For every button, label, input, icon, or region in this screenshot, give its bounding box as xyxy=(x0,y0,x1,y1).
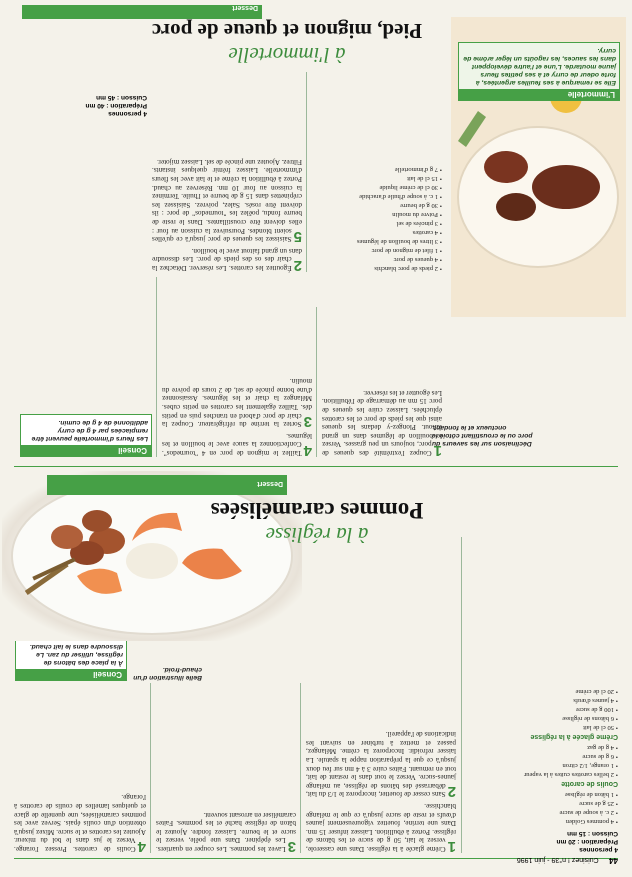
recipe2-ingredient-item: • 1 c. à soupe d'huile d'arachide xyxy=(312,192,442,200)
recipe2-ingredient-item: • 1 filet de mignon de porc xyxy=(312,246,442,254)
recipe2-ingredient-item: • 4 carottes xyxy=(312,228,442,236)
recipe2-meta xyxy=(17,93,147,117)
recipe1-steps-col1 xyxy=(306,683,456,853)
immortelle-head: L'immortelle xyxy=(459,89,619,100)
recipe2-steps-col2 xyxy=(152,72,302,272)
recipe1-ingredient-item: • 4 pommes Golden xyxy=(468,817,618,825)
recipe1-persons: 4 personnes xyxy=(579,846,618,853)
recipe1-category: Dessert xyxy=(257,480,283,487)
recipe2-category: Dessert xyxy=(232,4,258,11)
recipe1-step-1: 1 Crème glacée à la réglisse. Dans une casserole, versez le lait, 50 g de sucre et les bâtons de réglisse. Portez à ébullition. Laissez infuser 15 mn. Dans une terrine, fouettez vigoureusement jaunes d'œufs et reste de sucre jusqu'à ce que le mélange blanchisse. xyxy=(306,802,456,855)
recipe1-coulis-ingredient-item: • 4 g de gaz xyxy=(468,743,618,751)
recipe1-steps-col2 xyxy=(156,683,296,853)
immortelle-text: Elle se remarque à ses feuilles argentées, à forte odeur de curry et à ses petites fleurs jaune moutarde. L'une et l'autre développent dans les sauces, les ragoûts un léger arôme de curry. xyxy=(463,47,616,86)
recipe2-title-block xyxy=(137,18,437,67)
recipe2-ingredient-item: • 4 queues de porc xyxy=(312,255,442,263)
recipe2-conseil-head: Conseil xyxy=(21,445,151,456)
recipe2-conseil-box xyxy=(20,414,152,457)
recipe1-title-block xyxy=(182,498,452,547)
recipe2-step-4: 4 Taillez le mignon de porc en 4 "tournedos". Confectionnez la sauce avec le bouillon et les légumes. xyxy=(162,431,312,459)
recipe1-subtitle: à la réglisse xyxy=(265,523,369,547)
recipe1-step-3: 3 Lavez les pommes. Les couper en quartiers. Les épépiner. Dans une poêle, versez le sucre et le beurre. Laissez fondre. Ajoutez le bâton de réglisse haché et les pommes. Faites caraméliser en arrosant souvent. xyxy=(156,810,296,855)
recipe2-title: Pied, mignon et queue de porc xyxy=(151,19,423,43)
recipe2-ingredients-column xyxy=(312,72,442,272)
recipe2-steps-col0 xyxy=(322,307,442,457)
recipe1-creme-ingredient-item: • 6 bâtons de réglisse xyxy=(468,714,618,722)
recipe1-conseil-box xyxy=(15,638,127,681)
page-header xyxy=(14,858,618,871)
magazine-issue: Cuisinez ! n°39 - juin 1996 xyxy=(516,856,599,863)
recipe2-ingredient-item: • 3 litres de bouillon de légumes xyxy=(312,237,442,245)
recipe1-step-2: 2 Sans cesser de fouetter, incorporez le 1/3 du lait, débarrassé des bâtons de réglisse, au mélange jaunes-sucre. Versez le tout dans le restant de lait, tout en remuant. Faites cuire 3 à 4 mn sur feu doux jusqu'à ce que la préparation nappe la spatule. La laisser refroidir. Incorporez la crème. Mélangez, passez et mettez à turbiner en suivant les indications de l'appareil. xyxy=(306,730,456,801)
recipe1-creme-ingredient-item: • 20 cl de crème xyxy=(468,687,618,695)
recipe2-category-bar xyxy=(22,5,262,19)
dessert-plate-illustration xyxy=(2,471,302,641)
recipe1-photo xyxy=(2,471,302,641)
recipe1-conseil-head: Conseil xyxy=(16,669,126,680)
recipe2-steps-col1 xyxy=(162,277,312,457)
recipe1-creme-ingredient-item: • 4 jaunes d'œufs xyxy=(468,696,618,704)
recipe1-title: Pommes caramélisées xyxy=(210,498,424,523)
recipe1-ingredient-list xyxy=(468,790,618,825)
recipe2-prep: Préparation : 40 mn xyxy=(85,102,147,109)
recipe2-conseil-text: Les fleurs d'immortelle peuvent être remplacées par 4 g de curry additionné de 4 g de cumin. xyxy=(31,419,148,442)
recipe1-steps-col3 xyxy=(14,683,146,853)
immortelle-box xyxy=(458,42,620,101)
recipe1-ingredients-column xyxy=(468,533,618,853)
recipe2-ingredient-item: • 30 cl de crème liquide xyxy=(312,183,442,191)
recipe1-prep: Préparation : 20 mn xyxy=(556,838,618,845)
recipe1-conseil-text: À la place des bâtons de réglisse, utiliser du zan. Le dissoudre dans le lait chaud. xyxy=(29,643,123,666)
recipe1-ingredient-item: • 2 c. à soupe de sucre xyxy=(468,808,618,816)
recipe1-coulis-ingredient-item: • 6 g de sucre xyxy=(468,752,618,760)
recipe2-subtitle: à l'immortelle xyxy=(228,43,346,67)
recipe1-category-bar xyxy=(47,475,287,495)
recipe2-ingredient-item: • 7 g d'immortelle xyxy=(312,165,442,173)
recipe1-ingredient-item: • 1 bâton de réglisse xyxy=(468,790,618,798)
recipe1-photo-caption: Belle illustration d'un chaud-froid. xyxy=(133,666,202,681)
recipe1-coulis-ingredient-item: • 1 orange, 1/2 citron xyxy=(468,761,618,769)
recipe1-coulis-ingredient-item: • 2 belles carottes cuites à la vapeur xyxy=(468,770,618,778)
recipe2-persons: 4 personnes xyxy=(108,110,147,117)
recipe2-step-3: 3 Sortez la terrine du réfrigérateur. Coupez la chair de porc d'abord en tranches puis en petits dés. Taillez également les carottes en petits cubes. Mélangez la chair et les légumes. Assaisonnez d'une bonne pincée de sel, de 2 tours de poivre du moulin. xyxy=(162,377,312,431)
recipe2-photo-caption: Déclinaison sur les saveurs du porc ou le croustillant côtoie le onctueux et le fondant. xyxy=(432,424,533,447)
recipe2-ingredient-list xyxy=(312,165,442,272)
recipe2-ingredient-item: • 15 cl de lait xyxy=(312,174,442,182)
recipe1-cook: Cuisson : 15 mn xyxy=(567,830,618,837)
recipe1-creme-list xyxy=(468,687,618,731)
recipe2-ingredient-item: • 2 pieds de porc blanchis xyxy=(312,264,442,272)
page-number: 44 xyxy=(609,856,618,865)
recipe2-step-2: 2 Égouttez les carottes. Les réserver. Détachez la chair des os des pieds de porc. Les dissoudre dans un grand faitout avec le bouillon. xyxy=(152,246,302,274)
recipe2-ingredient-item: • 30 g de beurre xyxy=(312,201,442,209)
recipe2-step-5: 5 Saisissez les queues de porc jusqu'à ce qu'elles soient blondes. Poursuivez la cuisson au four : elles doivent être croustillantes. Dans le reste de beurre fondu, poêlez les "tournedos" de porc : ils doivent être rosés. Salez, poivrez. Saisissez les crépinettes dans 15 g de beurre et l'huile. Terminez la cuisson au four 10 mn. Réservez au chaud. Portez à ébullition la crème et le lait avec les fleurs d'immortelle. Laissez frémir quelques instants. Filtrez. Ajoutez une pincée de sel. Laissez mijoter. xyxy=(152,157,302,246)
recipe1-section-coulis: Coulis de carotte xyxy=(561,780,618,787)
recipe2-ingredient-item: • 3 pincées de sel xyxy=(312,219,442,227)
recipe1-section-creme: Crème glacée à la réglisse xyxy=(530,733,618,740)
recipe2-step-1: 1 Coupez l'extrémité des queues de porc, toujours un peu grasses. Versez le bouillon de légumes dans un grand faitout. Plongez-y dedans les queues ainsi que les pieds de porc et les carottes épluchées. Laissez cuire les queues de porc 15 mn au démarrage de l'ébullition. Les égoutter et les réserver. xyxy=(322,388,442,459)
recipe1-creme-ingredient-item: • 100 g de sucre xyxy=(468,705,618,713)
recipe1-creme-ingredient-item: • 50 cl de lait xyxy=(468,723,618,731)
recipe2-cook: Cuisson : 45 mn xyxy=(96,94,147,101)
recipe1-ingredient-item: • 25 g de sucre xyxy=(468,799,618,807)
recipe1-coulis-list xyxy=(468,743,618,778)
recipe2-ingredient-item: • Poivre du moulin xyxy=(312,210,442,218)
recipe1-step-4: 4 Coulis de carottes. Pressez l'orange. Versez le jus dans le bol du mixeur. Ajoutez les carottes et le sucre. Mixez jusqu'à obtention d'un coulis épais. Servez avec les pommes caramélisées, une quenelle de glace et quelques lamelles de coulis de carottes à l'orange. xyxy=(14,793,146,855)
